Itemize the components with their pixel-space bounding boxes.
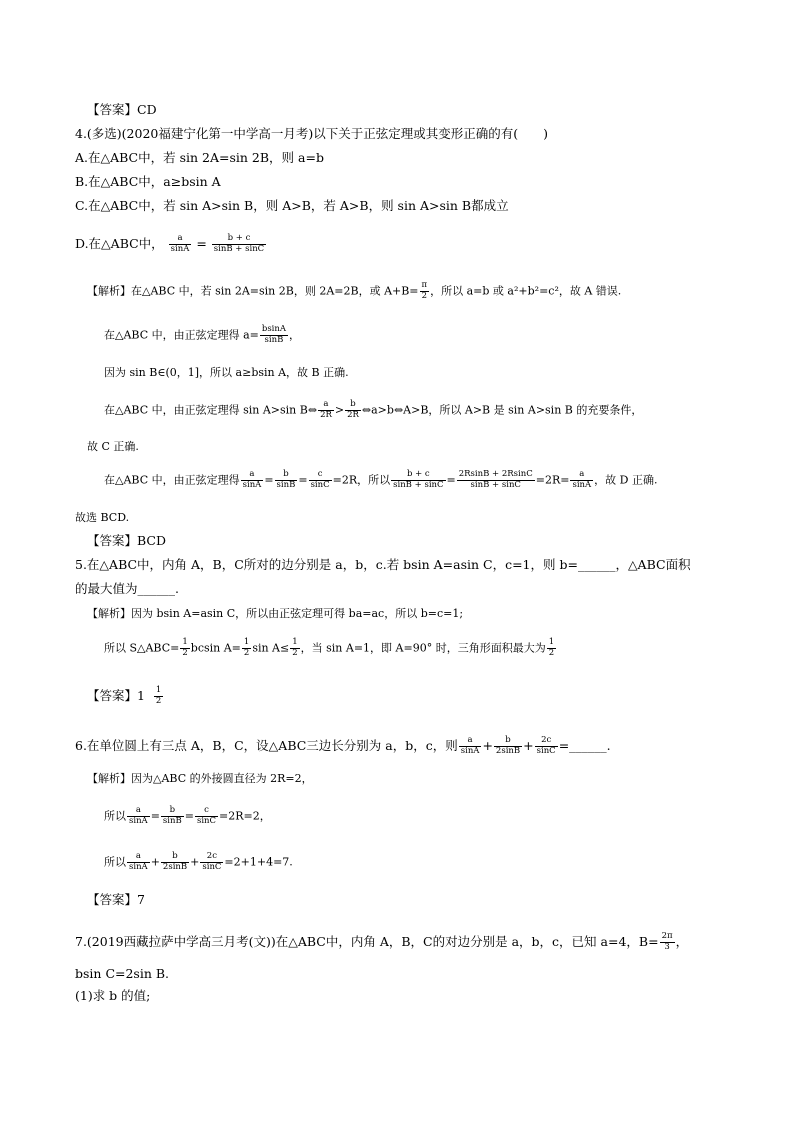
fraction: $\frac{b}{\sin B}$	[162, 805, 182, 826]
fraction: $\frac{a}{2R}$	[320, 399, 332, 420]
analysis-q4-conclusion: 故选 BCD.	[75, 511, 130, 524]
fraction: $\frac{2c}{\sin C}$	[202, 851, 222, 872]
analysis-q4-line3: 因为 sin B∈(0，1]，所以 a≥bsin A，故 B 正确.	[104, 366, 349, 379]
fraction: $\frac{2\pi}{3}$	[661, 931, 673, 952]
answer-q3: 【答案】CD	[87, 102, 157, 117]
question-7-stem: 7.(2019西藏拉萨中学高三月考(文))在△ABC中，内角 A，B，C的对边分别是 a，b，c，已知 a=4，B= $\frac{2\pi}{3}$ ，	[75, 931, 689, 952]
fraction: $\frac{a}{\sin A}$	[460, 735, 480, 756]
analysis-q5-line1: 【解析】因为 bsin A=asin C，所以由正弦定理可得 ba=ac，所以 b=c=1;	[87, 607, 464, 620]
fraction: $\frac{\pi}{2}$	[421, 280, 428, 301]
question-7-part-1: (1)求 b 的值;	[75, 988, 151, 1003]
question-6-stem: 6.在单位圆上有三点 A，B，C，设△ABC三边长分别为 a，b，c，则 $\frac{a}{\sin A}$ + $\frac{b}{2\sin B}$ + $\frac{2c}{\sin C}$ =______.	[75, 735, 611, 756]
fraction: $\frac{2c}{\sin C}$	[536, 735, 556, 756]
fraction: $\frac{bsinA}{\sin B}$	[261, 324, 287, 345]
fraction: $\frac{1}{2}$	[243, 637, 250, 658]
fraction: $\frac{2RsinB + 2RsinC}{\sin B + \sin C}$	[458, 469, 533, 490]
fraction: $\frac{1}{2}$	[182, 637, 188, 658]
fraction: $\frac{a}{\sin A}$	[129, 805, 148, 826]
fraction: $\frac{1}{2}$	[548, 637, 555, 658]
fraction: $\frac{b}{2\sin B}$	[495, 735, 521, 756]
question-5-stem: 5.在△ABC中，内角 A，B，C所对的边分别是 a，b，c.若 bsin A=asin C，c=1，则 b=______，△ABC面积	[75, 557, 691, 572]
question-4-stem: 4.(多选)(2020福建宁化第一中学高一月考)以下关于正弦定理或其变形正确的有( )	[75, 126, 548, 141]
fraction: $\frac{b}{2\sin B}$	[162, 851, 188, 872]
analysis-q6-line1: 【解析】因为△ABC 的外接圆直径为 2R=2，	[87, 772, 313, 785]
fraction: $\frac{c}{\sin C}$	[310, 469, 330, 490]
fraction: $\frac{c}{\sin C}$	[196, 805, 217, 826]
option-a: A.在△ABC中，若 sin 2A=sin 2B，则 a=b	[75, 150, 324, 165]
fraction: $\frac{a}{\sin A}$	[572, 469, 592, 490]
fraction: $\frac{b}{\sin B}$	[276, 469, 296, 490]
fraction: $\frac{a}{\sin A}$	[129, 851, 148, 872]
answer-q6: 【答案】7	[87, 892, 145, 907]
analysis-q6-line2: 所以 $\frac{a}{\sin A}$ = $\frac{b}{\sin B}$ = $\frac{c}{\sin C}$ =2R=2，	[104, 805, 271, 826]
fraction: $\frac{b + c}{\sin B + \sin C}$	[393, 469, 444, 490]
answer-q5: 【答案】1 $\frac{1}{2}$	[87, 685, 162, 706]
fraction: $\frac{1}{2}$	[292, 637, 298, 658]
fraction: $\frac{b}{2R}$	[347, 399, 359, 420]
analysis-q4-line1: 【解析】在△ABC 中，若 sin 2A=sin 2B，则 2A=2B，或 A+B= $\frac{\pi}{2}$ ，所以 a=b 或 a²+b²=c²，故 A 错误.	[87, 280, 622, 301]
question-5-stem-2: 的最大值为______.	[75, 581, 179, 596]
analysis-q4-line4: 在△ABC 中，由正弦定理得 sin A>sin B⇔ $\frac{a}{2R}$ > $\frac{b}{2R}$ ⇔a>b⇔A>B，所以 A>B 是 sin A>sin B 的充要条件，	[104, 399, 643, 420]
option-d-text: D.在△ABC中，	[75, 235, 164, 251]
question-7-stem-2: bsin C=2sin B.	[75, 966, 170, 981]
option-c: C.在△ABC中，若 sin A>sin B，则 A>B，若 A>B，则 sin A>sin B都成立	[75, 198, 509, 213]
analysis-q4-line5: 故 C 正确.	[87, 440, 139, 453]
analysis-q4-line6: 在△ABC 中，由正弦定理得 $\frac{a}{\sin A}$ = $\frac{b}{\sin B}$ = $\frac{c}{\sin C}$ =2R，所以 $\frac{b + c}{\sin B + \sin C}$ = $\frac{2RsinB + 2RsinC}{\sin B + \sin C}$ =2R= $\frac{a}{\sin A}$ ，故 D 正确.	[104, 469, 658, 490]
fraction: $\frac{1}{2}$	[155, 685, 162, 706]
option-d: D.在△ABC中， $\frac{a}{\sin A}$ = $\frac{b + c}{\sin B + \sin C}$	[75, 233, 265, 254]
answer-q4: 【答案】BCD	[87, 533, 167, 548]
analysis-q6-line3: 所以 $\frac{a}{\sin A}$ + $\frac{b}{2\sin B}$ + $\frac{2c}{\sin C}$ =2+1+4=7.	[104, 851, 293, 872]
option-b: B.在△ABC中，a≥bsin A	[75, 174, 221, 189]
fraction: $\frac{b + c}{\sin B + \sin C}$	[213, 233, 265, 254]
fraction: $\frac{a}{\sin A}$	[242, 469, 262, 490]
fraction: $\frac{a}{\sin A}$	[170, 233, 190, 254]
analysis-q4-line2: 在△ABC 中，由正弦定理得 a= $\frac{bsinA}{\sin B}$ ，	[104, 324, 301, 345]
analysis-q5-line2: 所以 S△ABC= $\frac{1}{2}$ bcsin A= $\frac{1}{2}$ sin A≤ $\frac{1}{2}$ ，当 sin A=1，即 A=90° 时，三角形面积最大为 $\frac{1}{2}$	[104, 637, 555, 658]
